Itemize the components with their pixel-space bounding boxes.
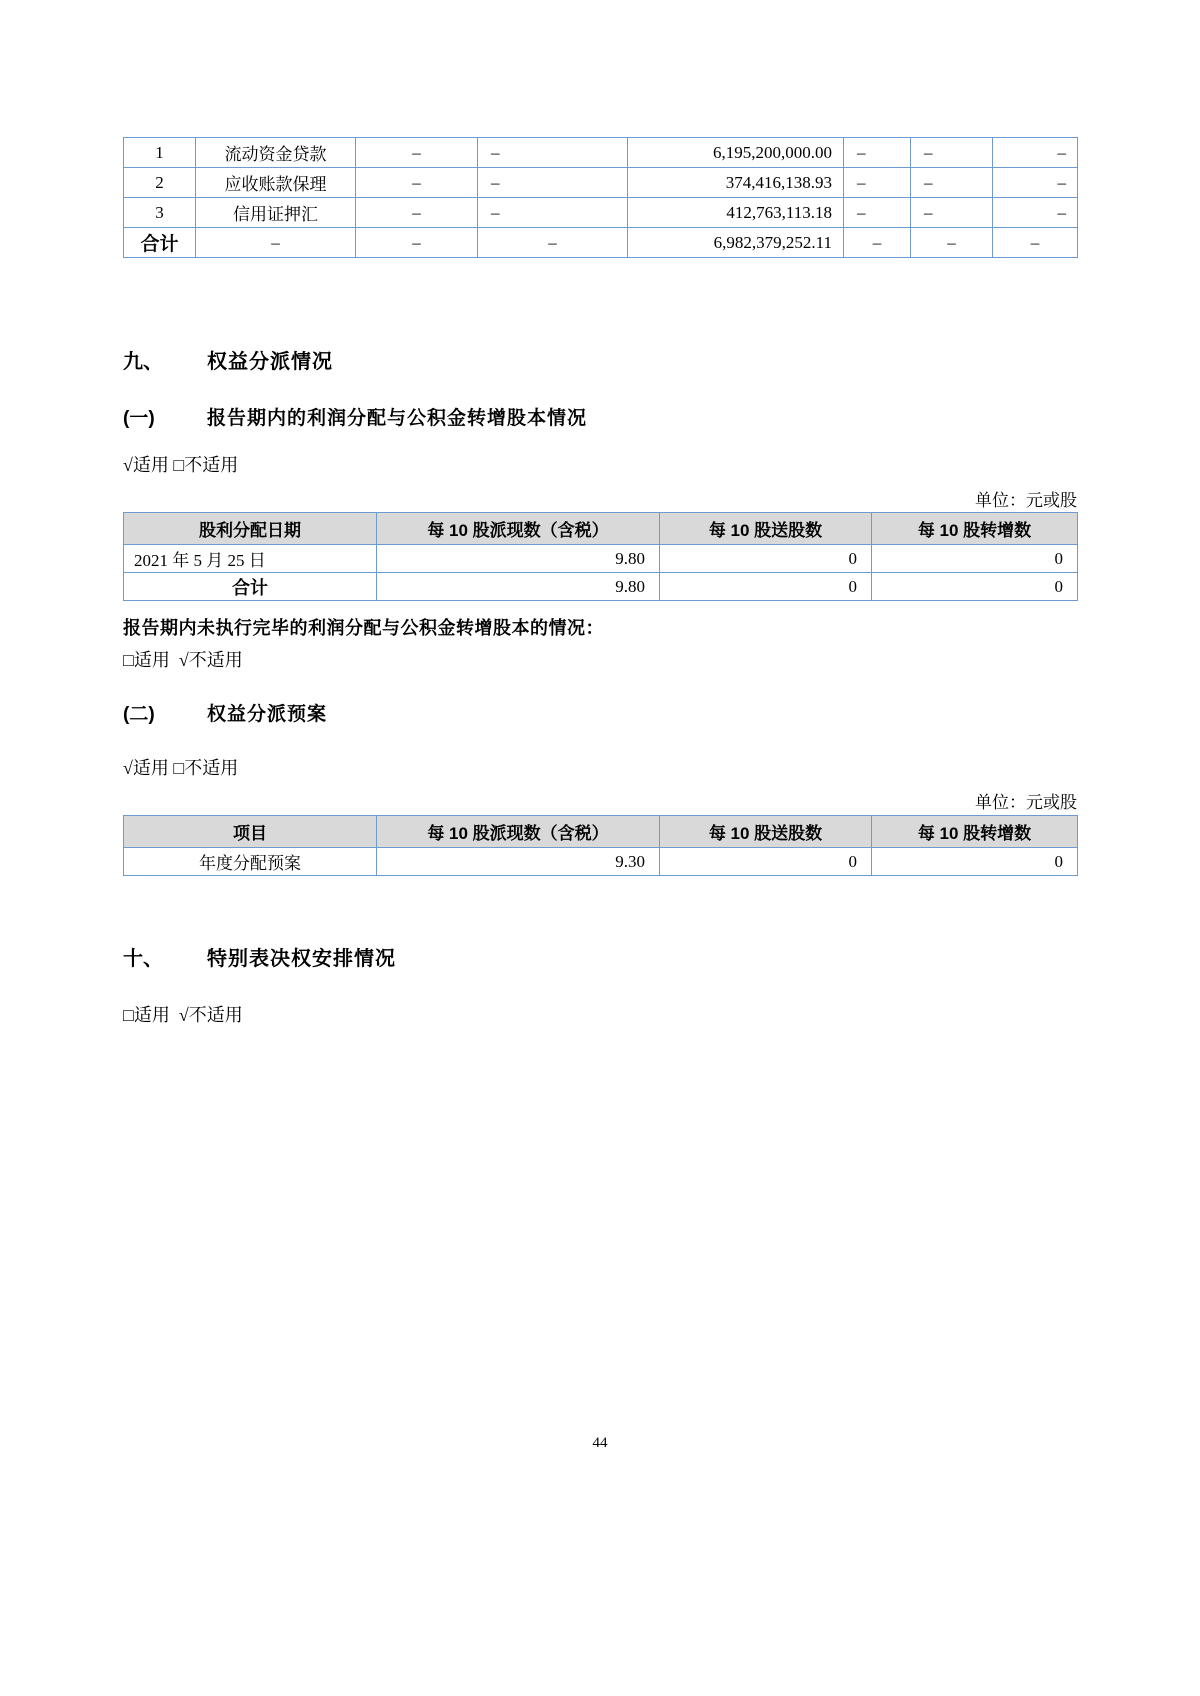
- total-label: 合计: [124, 573, 377, 601]
- bonus-shares: 0: [660, 545, 872, 573]
- table-total-row: [124, 573, 1078, 601]
- cell-dash: –: [356, 138, 478, 168]
- cell-dash: –: [993, 168, 1078, 198]
- row-index: 2: [124, 168, 196, 198]
- cell-dash: –: [911, 198, 993, 228]
- cell-dash: –: [356, 228, 478, 258]
- table-row: [124, 848, 1078, 876]
- dividend-date: 2021 年 5 月 25 日: [124, 545, 377, 573]
- total-amount-cell: 6,982,379,252.11: [628, 228, 844, 258]
- financing-item: 信用证押汇: [196, 198, 356, 228]
- section-ten-heading: [123, 942, 1077, 971]
- section-number: 九、: [123, 351, 163, 373]
- cell-dash: –: [478, 168, 628, 198]
- cell-dash: –: [478, 138, 628, 168]
- col-header: 项目: [124, 816, 377, 848]
- subsection-title: 报告期内的利润分配与公积金转增股本情况: [207, 408, 588, 429]
- table-row: [124, 138, 1078, 168]
- cell-dash: –: [196, 228, 356, 258]
- converted-shares: 0: [872, 573, 1078, 601]
- header-row: [124, 816, 1078, 848]
- dividend-distribution-table: [123, 512, 1078, 601]
- section-title: 特别表决权安排情况: [207, 948, 396, 970]
- financing-item: 流动资金贷款: [196, 138, 356, 168]
- bonus-shares: 0: [660, 848, 872, 876]
- subsection-one-heading: [123, 403, 1077, 430]
- proposal-item: 年度分配预案: [124, 848, 377, 876]
- cell-dash: –: [993, 228, 1078, 258]
- section-nine-heading: [123, 345, 1077, 374]
- cell-dash: –: [911, 168, 993, 198]
- cell-dash: –: [844, 198, 911, 228]
- table-row: [124, 545, 1078, 573]
- total-label: 合计: [124, 228, 196, 258]
- amount-cell: 412,763,113.18: [628, 198, 844, 228]
- subsection-number: (二): [123, 704, 155, 725]
- subsection-two-heading: [123, 699, 1077, 726]
- col-header: 股利分配日期: [124, 513, 377, 545]
- table-row: [124, 198, 1078, 228]
- cell-dash: –: [478, 228, 628, 258]
- col-header: 每 10 股派现数（含税）: [377, 816, 660, 848]
- applicability-line: √适用 □不适用: [123, 758, 239, 778]
- applicability-line: □适用 √不适用: [123, 650, 243, 670]
- table-total-row: [124, 228, 1078, 258]
- cell-dash: –: [844, 138, 911, 168]
- cell-dash: –: [911, 228, 993, 258]
- col-header: 每 10 股送股数: [660, 513, 872, 545]
- row-index: 1: [124, 138, 196, 168]
- unfinished-distribution-note: 报告期内未执行完毕的利润分配与公积金转增股本的情况：: [123, 618, 604, 638]
- amount-cell: 374,416,138.93: [628, 168, 844, 198]
- col-header: 每 10 股送股数: [660, 816, 872, 848]
- cash-per-10-shares: 9.80: [377, 573, 660, 601]
- col-header: 每 10 股派现数（含税）: [377, 513, 660, 545]
- col-header: 每 10 股转增数: [872, 513, 1078, 545]
- unit-label: 单位：元或股: [975, 491, 1077, 510]
- cell-dash: –: [911, 138, 993, 168]
- applicability-line: √适用 □不适用: [123, 455, 239, 475]
- financing-table: [123, 137, 1078, 258]
- subsection-title: 权益分派预案: [207, 704, 328, 725]
- cash-per-10-shares: 9.80: [377, 545, 660, 573]
- unit-label: 单位：元或股: [975, 793, 1077, 812]
- cell-dash: –: [993, 138, 1078, 168]
- subsection-number: (一): [123, 408, 155, 429]
- cell-dash: –: [993, 198, 1078, 228]
- table-row: [124, 168, 1078, 198]
- cell-dash: –: [356, 198, 478, 228]
- page-number: 44: [592, 1435, 608, 1451]
- section-title: 权益分派情况: [207, 351, 333, 373]
- financing-item: 应收账款保理: [196, 168, 356, 198]
- amount-cell: 6,195,200,000.00: [628, 138, 844, 168]
- col-header: 每 10 股转增数: [872, 816, 1078, 848]
- section-number: 十、: [123, 948, 163, 970]
- cell-dash: –: [844, 228, 911, 258]
- cell-dash: –: [844, 168, 911, 198]
- distribution-proposal-table: [123, 815, 1078, 876]
- cell-dash: –: [356, 168, 478, 198]
- cash-per-10-shares: 9.30: [377, 848, 660, 876]
- cell-dash: –: [478, 198, 628, 228]
- applicability-line: □适用 √不适用: [123, 1005, 243, 1025]
- row-index: 3: [124, 198, 196, 228]
- converted-shares: 0: [872, 545, 1078, 573]
- converted-shares: 0: [872, 848, 1078, 876]
- bonus-shares: 0: [660, 573, 872, 601]
- header-row: [124, 513, 1078, 545]
